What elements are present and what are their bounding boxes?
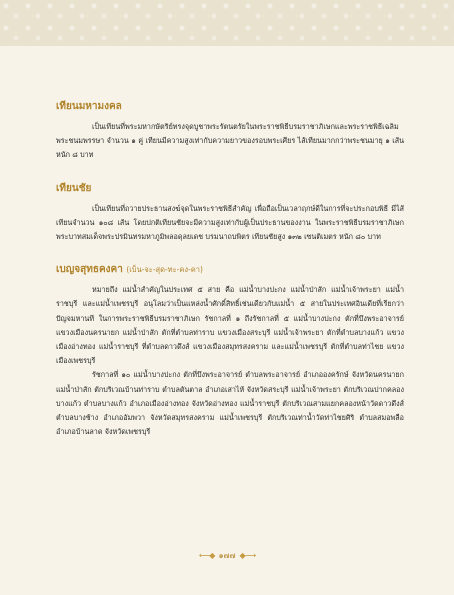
page-footer [0,548,454,562]
section-paragraph: รัชกาลที่ ๑๐ แม่น้ำบางปะกง ตักที่บึงพระอาจารย์ ตำบลพระอาจารย์ อำเภอองครักษ์ จังหวัดนครนายก แม่น้ำป่าสัก ตักบริเวณบ้านท่าราบ ตำบลตันตาล อำเภอเสาไห้ จังหวัดสระบุรี แม่น้ำเจ้าพระยา ตักบริเวณปากคลองบางแก้ว ตำบลบางแก้ว อำเภอเมืองอ่างทอง จังหวัดอ่างทอง แม่น้ำราชบุรี ตักบริเวณสามแยกคลองหน้าวัดดาวดึงส์ ตำบลบางช้าง อำเภออัมพวา จังหวัดสมุทรสงคราม แม่น้ำเพชรบุรี ตักบริเวณท่าน้ำวัดท่าไชยศิริ ตำบลสมอพลือ อำเภอบ้านลาด จังหวัดเพชรบุรี [56,370,404,437]
section-bencha-sutthakongka [56,263,404,439]
pronunciation-guide: (เบ็น-จะ-สุด-ทะ-คง-คา) [126,265,203,275]
section-paragraph: หมายถึง แม่น้ำสำคัญในประเทศ ๕ สาย คือ แม่น้ำบางปะกง แม่น้ำป่าสัก แม่น้ำเจ้าพระยา แม่น้ำราชบุรี และแม่น้ำเพชรบุรี อนุโลมว่าเป็นแหล่งน้ำศักดิ์สิทธิ์เช่นเดียวกับแม่น้ำ ๕ สายในประเทศอินเดียที่เรียกว่า ปัญจมหานที ในการพระราชพิธีบรมราชาภิเษก รัชกาลที่ ๑ ถึงรัชกาลที่ ๕ แม่น้ำบางปะกง ตักที่บึงพระอาจารย์ แขวงเมืองนครนายก แม่น้ำป่าสัก ตักที่ตำบลท่าราบ แขวงเมืองสระบุรี แม่น้ำเจ้าพระยา ตักที่ตำบลบางแก้ว แขวงเมืองอ่างทอง แม่น้ำราชบุรี ที่ตำบลดาวดึงส์ แขวงเมืองสมุทรสงคราม และแม่น้ำเพชรบุรี ตักที่ตำบลท่าไชย แขวงเมืองเพชรบุรี [56,285,404,366]
section-maha-mongkol [56,100,404,163]
right-ornament-icon: ◆⟶ [239,550,256,560]
heading-text: เบญจสุทธคงคา [56,264,123,276]
page-content [56,100,404,458]
section-heading [56,263,404,277]
section-paragraph: เป็นเทียนที่ถวายประธานสงฆ์จุดในพระราชพิธีสำคัญ เพื่อถือเป็นเวลาฤกษ์ดีในการที่จะประกอบพิธี มีไส้เทียนจำนวน ๑๐๘ เส้น โดยปกติเทียนชัยจะมีความสูงเท่ากับผู้เป็นประธานของงาน ในพระราชพิธีบรมราชาภิเษกพระบาทสมเด็จพระปรมินทรมหาภูมิพลอดุลยเดช บรมนาถบพิตร เทียนชัยสูง ๑๓๒ เซนติเมตร หนัก ๘๐ บาท [56,203,404,242]
page-number: ๑๗๗ [218,550,236,560]
section-heading: เทียนชัย [56,182,92,194]
left-ornament-icon: ⟵◆ [198,550,215,560]
section-tian-chai [56,182,404,245]
section-paragraph: เป็นเทียนที่พระมหากษัตริย์ทรงจุดบูชาพระรัตนตรัยในพระราชพิธีบรมราชาภิเษกและพระราชพิธีเฉลิมพระชนมพรรษา จำนวน ๑ คู่ เทียนมีความสูงเท่ากับความยาวของรอบพระเศียร ไส้เทียนมากกว่าพระชนมายุ ๑ เส้น หนัก ๘ บาท [56,122,404,160]
decorative-header-band [0,0,454,46]
section-heading: เทียนมหามงคล [56,101,122,112]
